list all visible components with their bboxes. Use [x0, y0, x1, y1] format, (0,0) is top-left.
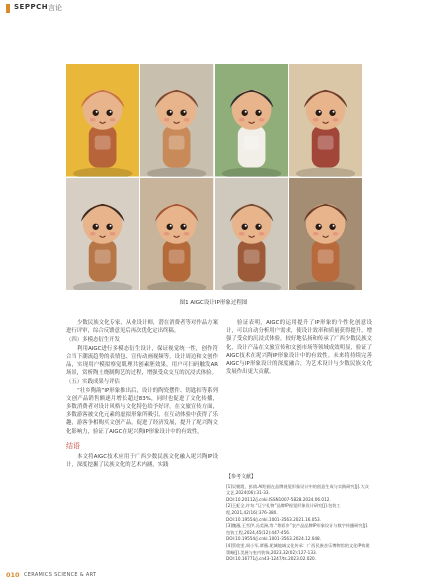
reference-doi: DOI:10.19554/j.cnki.1001-3563.2024.12.048.: [226, 536, 322, 542]
clay-doll-7-image: [215, 178, 288, 291]
right-column: [226, 319, 372, 376]
clay-doll-5-image: [66, 178, 139, 291]
clay-doll-3-image: [215, 64, 288, 177]
paragraph: 验证表明，AIGC的运用提升了IP形象的个性化创意设计，可以自动分析用户需求，使设计效率和质量获得提升，增强了受众的沉浸式体验，较好地弘扬和传承了广西少数民族文化，设计产品在文旅宣传和文创市场等领域成效明显，验证了AIGC技术在坭兴陶IP形象设计中的有效性。未来将持续完善AIGC与IP形象设计的深度融合，为艺术设计与少数民族文化发展作出更大贡献。: [226, 320, 372, 376]
reference-item: [1]吴朝霞，彭倩.AI绘画在品牌视觉形象设计中的创意生成与实践研究[J].大众文艺,2024(06):31-33.: [226, 483, 369, 496]
paragraph: “壮乡陶韵”IP形象推出后，设计的陶瓷摆件、钥匙扣等系列文创产品销售额逐月增长超过83%，同时也促进了文化传播，多数消费者对设计风格与文化特色给予好评，在文旅宣传方面，多数游客被文化元素的虚拟形象所吸引，在互动体验中获得了乐趣，游客争相购买文创产品，促进了经济发展，提升了坭兴陶文化影响力，验证了AIGC在坭兴陶IP形象设计中的有效性。: [66, 387, 218, 435]
subheading-multimodal: （四）多模态衍生开发: [66, 337, 120, 344]
reference-doi: DOI:10.19554/j.cnki.1001-3563.2021.16.053.: [226, 516, 322, 522]
clay-doll-1-image: [66, 64, 139, 177]
section-label: 言论: [48, 4, 62, 12]
journal-name: CERAMICS SCIENCE & ART: [24, 572, 97, 578]
subheading-results: （五）实践成果与评估: [66, 379, 120, 386]
reference-item: [4]蔡欣雯,周小军,覃薇.坭城地域文化传承：广西民族音乐博物馆的文化IP构建策略[J].美展与室内装饰,2023,32(02):127-133.: [226, 542, 370, 555]
page-footer: [0, 570, 427, 582]
brand-mark: [6, 4, 10, 13]
conclusion-heading: 结语: [66, 441, 80, 450]
references-title: 【参考文献】: [226, 474, 257, 480]
reference-doi: DOI:10.20112/j.cnki.ISSN1007-5828.2024.06.012.: [226, 496, 331, 502]
figure-caption: 图1 AIGC设计IP形象过程图: [179, 300, 248, 306]
paragraph: 本文将AIGC技术应用于广西少数民族文化融入坭兴陶IP设计，深度挖掘了民族文化的艺术内涵，实践: [66, 454, 218, 469]
clay-doll-2-image: [140, 64, 213, 177]
clay-doll-4-image: [289, 64, 362, 177]
references: [226, 474, 372, 563]
page-header: [0, 0, 427, 18]
reference-item: [3]魏薇,王雪伊,冯美洲,等.“粤彩乡”农产品品牌IP形象设计与数字传播研究[J].包装工程,2024,45(12):447-456.: [226, 523, 369, 535]
journal-brand: SEPPCH: [14, 3, 49, 11]
paragraph: 利用AIGC进行多模态衍生设计，保证视觉统一性，创作符合当下潮流趋势的表情包、宣传动画视频等，设计周边和文创作品，实现用户模拟察觉肌理共创素胚效果，用户可扫码触发AR场景，赏析陶土烧制陶艺的过程，增强受众交互的沉浸式体验。: [66, 345, 218, 377]
left-column: [66, 319, 218, 469]
clay-doll-6-image: [140, 178, 213, 291]
reference-item: [2]王虹全,许旬.“辽宁礼物”品牌IP视觉形象设计研究[J].包装工程,2021,42(16):376-380.: [226, 503, 341, 515]
paragraph: 少数民族文化专家，从业设计师，潜在消费者等对作品方案进行评审，综合反馈意见后再次优化定出终稿。: [66, 320, 218, 335]
page-number: 010: [6, 571, 20, 579]
clay-doll-8-image: [289, 178, 362, 291]
reference-doi: DOI:10.16771/j.cn43-1247/ts.2023.02.020.: [226, 556, 317, 562]
figure-grid: [66, 64, 362, 290]
